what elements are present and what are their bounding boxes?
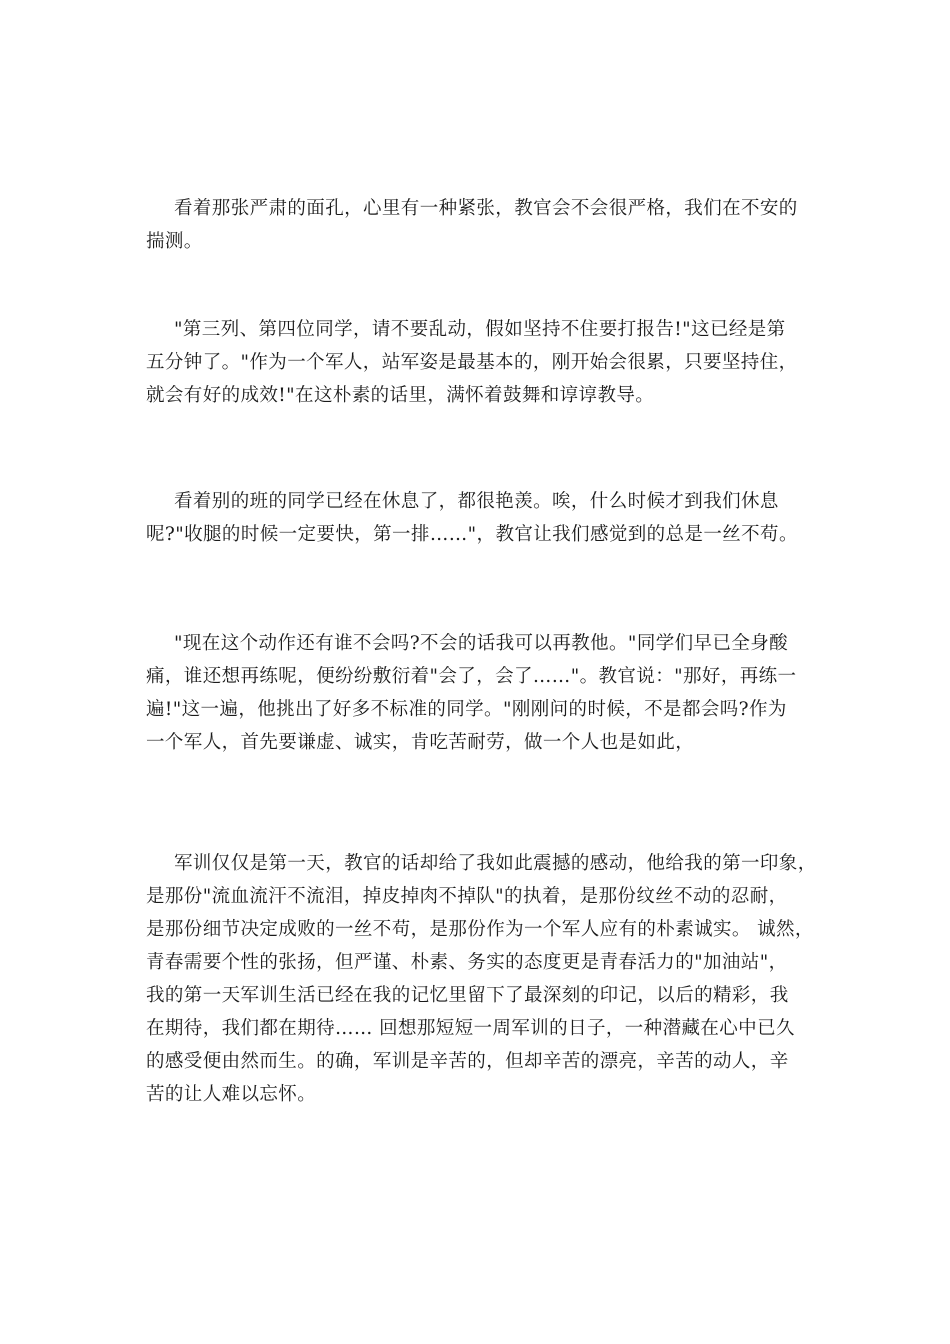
paragraph-2 (146, 313, 818, 412)
paragraph-line: 看着别的班的同学已经在休息了，都很艳羡。唉，什么时候才到我们休息 (174, 491, 779, 512)
paragraph-line: 看着那张严肃的面孔，心里有一种紧张，教官会不会很严格，我们在不安的 (174, 198, 798, 219)
paragraph-line: 是那份"流血流汗不流泪，掉皮掉肉不掉队"的执着，是那份纹丝不动的忍耐， (146, 886, 788, 907)
paragraph-line: "现在这个动作还有谁不会吗?不会的话我可以再教他。"同学们早已全身酸 (174, 633, 789, 654)
paragraph-line: 呢?"收腿的时候一定要快，第一排……"，教官让我们感觉到的总是一丝不苟。 (146, 524, 798, 545)
paragraph-5 (146, 847, 818, 1111)
paragraph-4 (146, 627, 818, 759)
paragraph-line: "第三列、第四位同学，请不要乱动，假如坚持不住要打报告!"这已经是第 (174, 319, 786, 340)
document-body (146, 192, 818, 1111)
paragraph-line: 痛，谁还想再练呢，便纷纷敷衍着"会了，会了……"。教官说："那好，再练一 (146, 666, 797, 687)
paragraph-line: 一个军人，首先要谦虚、诚实，肯吃苦耐劳，做一个人也是如此， (146, 732, 695, 753)
paragraph-line: 的感受便由然而生。的确，军训是辛苦的，但却辛苦的漂亮，辛苦的动人，辛 (146, 1051, 789, 1072)
paragraph-line: 苦的让人难以忘怀。 (146, 1084, 317, 1105)
paragraph-line: 揣测。 (146, 231, 203, 252)
paragraph-line: 遍!"这一遍，他挑出了好多不标准的同学。"刚刚问的时候，不是都会吗?作为 (146, 699, 787, 720)
paragraph-line: 在期待，我们都在期待…… 回想那短短一周军训的日子，一种潜藏在心中已久 (146, 1018, 795, 1039)
paragraph-line: 是那份细节决定成败的一丝不苟，是那份作为一个军人应有的朴素诚实。 诚然， (146, 919, 814, 940)
paragraph-line: 五分钟了。"作为一个军人，站军姿是最基本的，刚开始会很累，只要坚持住， (146, 352, 798, 373)
paragraph-line: 就会有好的成效!"在这朴素的话里，满怀着鼓舞和谆谆教导。 (146, 385, 655, 406)
paragraph-3 (146, 485, 818, 551)
paragraph-line: 我的第一天军训生活已经在我的记忆里留下了最深刻的印记，以后的精彩，我 (146, 985, 789, 1006)
paragraph-line: 青春需要个性的张扬，但严谨、朴素、务实的态度更是青春活力的"加油站"， (146, 952, 788, 973)
paragraph-line: 军训仅仅是第一天，教官的话却给了我如此震撼的感动，他给我的第一印象， (174, 853, 817, 874)
paragraph-1 (146, 192, 818, 258)
